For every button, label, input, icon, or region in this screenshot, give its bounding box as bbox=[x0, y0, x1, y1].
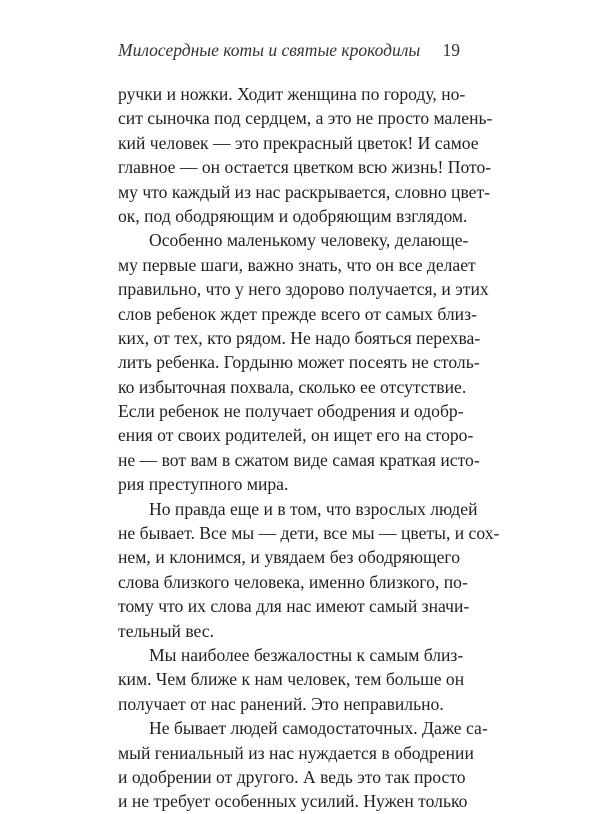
text-line: ким. Чем ближе к нам человек, тем больше он bbox=[118, 669, 465, 690]
text-line: ения от своих родителей, он ищет его на сторо- bbox=[118, 425, 474, 446]
paragraph bbox=[118, 716, 488, 814]
text-line: му что каждый из нас раскрывается, словно цвет- bbox=[118, 181, 491, 202]
text-line: рия преступного мира. bbox=[118, 474, 289, 495]
body-text bbox=[118, 82, 500, 814]
text-line: слова близкого человека, именно близкого, по- bbox=[118, 571, 468, 592]
text-line: му первые шаги, важно знать, что он все делает bbox=[118, 254, 476, 275]
text-line: Мы наиболее безжалостны к самым близ- bbox=[149, 644, 464, 665]
page-number: 19 bbox=[442, 40, 460, 60]
text-line: Но правда еще и в том, что взрослых людей bbox=[149, 498, 478, 519]
text-line: ких, от тех, кто рядом. Не надо бояться перехва- bbox=[118, 327, 481, 348]
text-line: не — вот вам в сжатом виде самая краткая исто- bbox=[118, 449, 480, 470]
text-line: и одобрении от другого. А ведь это так просто bbox=[118, 766, 466, 787]
running-header bbox=[118, 38, 460, 62]
text-line: получает от нас ранений. Это неправильно. bbox=[118, 693, 444, 714]
text-line: слов ребенок ждет прежде всего от самых близ- bbox=[118, 303, 477, 324]
text-line: главное — он остается цветком всю жизнь! Пото- bbox=[118, 157, 492, 178]
text-line: Не бывает людей самодостаточных. Даже са- bbox=[149, 718, 488, 739]
paragraph bbox=[118, 643, 465, 716]
text-line: ко избыточная похвала, сколько ее отсутствие. bbox=[118, 376, 467, 397]
text-line: Если ребенок не получает ободрения и одобр- bbox=[118, 401, 464, 422]
text-line: лить ребенка. Гордыню может посеять не столь- bbox=[118, 352, 480, 373]
running-title: Милосердные коты и святые крокодилы bbox=[118, 40, 421, 60]
text-line: ок, под ободряющим и одобряющим взглядом. bbox=[118, 205, 468, 226]
paragraph bbox=[118, 82, 493, 228]
text-line: нем, и клонимся, и увядаем без ободряющего bbox=[118, 547, 460, 568]
text-line: Особенно маленькому человеку, делающе- bbox=[149, 230, 469, 251]
paragraph bbox=[118, 497, 500, 643]
text-line: правильно, что у него здорово получается, и этих bbox=[118, 279, 489, 300]
text-line: тому что их слова для нас имеют самый значи- bbox=[118, 596, 470, 617]
text-line: сит сыночка под сердцем, а это не просто малень- bbox=[118, 108, 493, 129]
text-line: кий человек — это прекрасный цветок! И самое bbox=[118, 132, 479, 153]
text-line: ручки и ножки. Ходит женщина по городу, но- bbox=[118, 84, 466, 104]
text-line: не бывает. Все мы — дети, все мы — цветы, и сох- bbox=[118, 523, 500, 544]
text-line: тельный вес. bbox=[118, 620, 215, 641]
text-line: мый гениальный из нас нуждается в ободрении bbox=[118, 742, 474, 763]
text-line: и не требует особенных усилий. Нужен только bbox=[118, 791, 468, 812]
paragraph bbox=[118, 228, 489, 496]
